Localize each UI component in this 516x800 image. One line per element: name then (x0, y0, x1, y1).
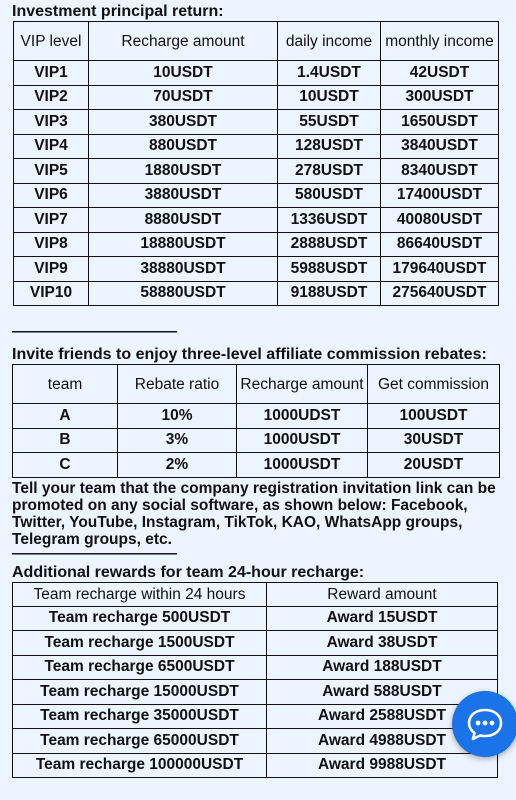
header-cell: Get commission (368, 365, 500, 404)
table-cell: 10% (118, 404, 237, 429)
table-cell: Award 2588USDT (267, 704, 498, 729)
table-cell: Team recharge 35000USDT (13, 704, 267, 729)
header-cell: daily income (278, 22, 381, 61)
table-cell: Team recharge 1500USDT (13, 631, 267, 656)
table-cell: 1880USDT (89, 159, 278, 184)
table-cell: 10USDT (278, 85, 381, 110)
table-cell: 86640USDT (381, 232, 499, 257)
table-cell: 70USDT (89, 85, 278, 110)
table-cell: 8340USDT (381, 159, 499, 184)
affiliate-heading: Invite friends to enjoy three-level affiliate commission rebates: (12, 346, 487, 363)
affiliate-table (12, 364, 500, 478)
table-row (13, 729, 498, 754)
table-cell: Team recharge 500USDT (13, 606, 267, 631)
table-row (14, 134, 499, 159)
rewards-heading: Additional rewards for team 24-hour recharge: (12, 563, 365, 581)
table-cell: 18880USDT (89, 232, 278, 257)
table-cell: 17400USDT (381, 183, 499, 208)
table-cell: VIP3 (14, 110, 89, 135)
table-cell: 128USDT (278, 134, 381, 159)
table-row (13, 753, 498, 778)
table-cell: 2% (118, 453, 237, 478)
table-cell: Award 188USDT (267, 655, 498, 680)
table-cell: 278USDT (278, 159, 381, 184)
table-cell: Team recharge 65000USDT (13, 729, 267, 754)
table-cell: 1.4USDT (278, 61, 381, 86)
table-cell: 275640USDT (381, 281, 499, 306)
chat-button[interactable] (452, 691, 516, 757)
table-cell: 380USDT (89, 110, 278, 135)
promo-text: Tell your team that the company registration invitation link can be promoted on any social software, as shown below: Facebook, Twitter, YouTube, Instagram, TikTok, KAO, WhatsApp groups, Telegram groups, etc. (12, 479, 496, 548)
table-row (14, 159, 499, 184)
header-cell: Rebate ratio (118, 365, 237, 404)
table-cell: VIP1 (14, 61, 89, 86)
investment-heading: Investment principal return: (12, 3, 224, 20)
table-cell: 20USDT (368, 453, 500, 478)
table-row (13, 655, 498, 680)
table-cell: 880USDT (89, 134, 278, 159)
table-row (14, 281, 499, 306)
table-row (14, 110, 499, 135)
table-row (14, 257, 499, 282)
table-cell: Team recharge 6500USDT (13, 655, 267, 680)
table-cell: Award 38USDT (267, 631, 498, 656)
table-row (14, 85, 499, 110)
table-cell: VIP9 (14, 257, 89, 282)
table-cell: VIP2 (14, 85, 89, 110)
table-header-row (13, 365, 500, 404)
table-cell: VIP10 (14, 281, 89, 306)
table-cell: 10USDT (89, 61, 278, 86)
table-cell: 8880USDT (89, 208, 278, 233)
table-cell: 300USDT (381, 85, 499, 110)
table-row (13, 631, 498, 656)
table-row (13, 680, 498, 705)
table-cell: 40080USDT (381, 208, 499, 233)
table-header-row (14, 22, 499, 61)
table-row (13, 428, 500, 453)
investment-table (13, 21, 499, 306)
table-cell: 1000USDT (237, 453, 368, 478)
section-divider: ——————————— (12, 323, 177, 340)
table-row (13, 404, 500, 429)
table-cell: 2888USDT (278, 232, 381, 257)
header-cell: Recharge amount (237, 365, 368, 404)
table-row (13, 606, 498, 631)
table-cell: 1650USDT (381, 110, 499, 135)
table-cell: Award 15USDT (267, 606, 498, 631)
table-cell: 30USDT (368, 428, 500, 453)
table-row (13, 704, 498, 729)
table-row (14, 61, 499, 86)
table-cell: A (13, 404, 118, 429)
header-cell: team (13, 365, 118, 404)
table-cell: 3880USDT (89, 183, 278, 208)
table-cell: VIP6 (14, 183, 89, 208)
table-cell: 100USDT (368, 404, 500, 429)
table-cell: 58880USDT (89, 281, 278, 306)
header-cell: monthly income (381, 22, 499, 61)
table-row (13, 453, 500, 478)
rewards-table (12, 582, 498, 779)
table-cell: Team recharge 100000USDT (13, 753, 267, 778)
table-cell: C (13, 453, 118, 478)
table-cell: 3840USDT (381, 134, 499, 159)
table-cell: VIP5 (14, 159, 89, 184)
table-cell: 55USDT (278, 110, 381, 135)
table-cell: 38880USDT (89, 257, 278, 282)
table-cell: 179640USDT (381, 257, 499, 282)
table-cell: 42USDT (381, 61, 499, 86)
header-cell: Reward amount (267, 582, 498, 606)
header-cell: VIP level (14, 22, 89, 61)
table-cell: Award 588USDT (267, 680, 498, 705)
table-cell: VIP8 (14, 232, 89, 257)
table-cell: 1000USDT (237, 428, 368, 453)
header-cell: Team recharge within 24 hours (13, 582, 267, 606)
table-cell: B (13, 428, 118, 453)
table-row (14, 208, 499, 233)
chat-bubble-icon (466, 707, 504, 741)
table-cell: Award 9988USDT (267, 753, 498, 778)
table-cell: 1000UDST (237, 404, 368, 429)
table-cell: 580USDT (278, 183, 381, 208)
table-cell: VIP4 (14, 134, 89, 159)
table-cell: Award 4988USDT (267, 729, 498, 754)
table-cell: Team recharge 15000USDT (13, 680, 267, 705)
table-cell: 9188USDT (278, 281, 381, 306)
table-cell: 1336USDT (278, 208, 381, 233)
table-cell: VIP7 (14, 208, 89, 233)
header-cell: Recharge amount (89, 22, 278, 61)
table-cell: 3% (118, 428, 237, 453)
table-cell: 5988USDT (278, 257, 381, 282)
table-row (14, 183, 499, 208)
table-header-row (13, 582, 498, 606)
table-row (14, 232, 499, 257)
section-divider: ——————————— (12, 544, 177, 562)
